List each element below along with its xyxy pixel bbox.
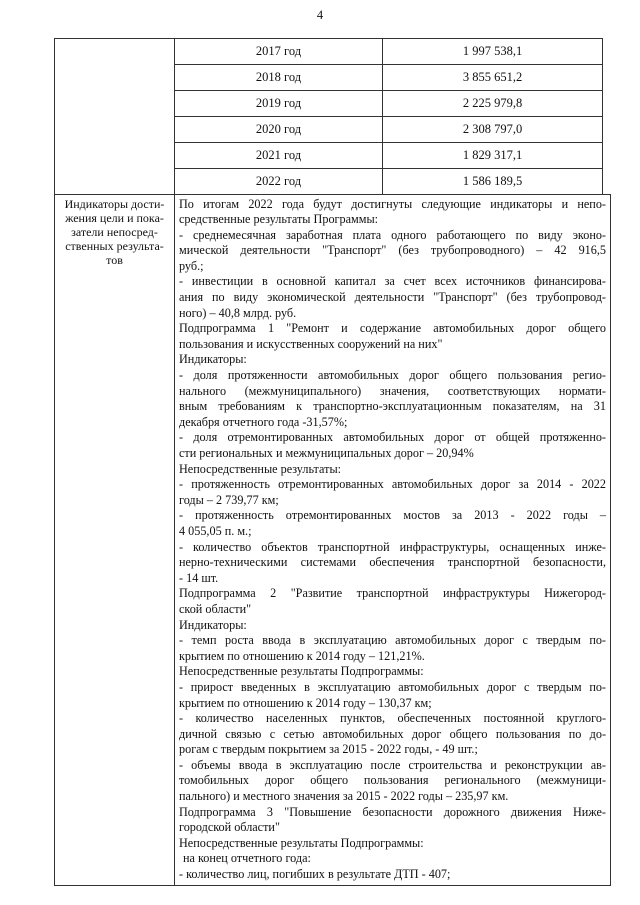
text-line: - протяженность отремонтированных мостов за 2013 - 2022 годы – [179, 508, 606, 523]
text-line: - объемы ввода в эксплуатацию после строительства и реконструкции ав- [179, 757, 606, 772]
text-line: - количество лиц, погибших в результате ДТП - 407; [179, 867, 451, 882]
text-line: средственные результаты Программы: [179, 212, 379, 227]
text-line: Непосредственные результаты: [179, 461, 342, 476]
label-line: ственных результа- [65, 238, 164, 253]
year-row [175, 116, 603, 142]
year-cell: 2019 год [175, 90, 383, 116]
text-line: декабря отчетного года -31,57%; [179, 414, 348, 429]
text-line: Непосредственные результаты Подпрограммы: [179, 664, 424, 679]
text-line: - протяженность отремонтированных автомобильных дорог за 2014 - 2022 [179, 477, 606, 492]
year-cell: 2018 год [175, 64, 383, 90]
text-line: крытием по отношению к 2014 году – 130,37 км; [179, 695, 432, 710]
text-line: - количество объектов транспортной инфраструктуры, оснащенных инже- [179, 539, 606, 554]
text-line: городской области" [179, 820, 280, 835]
text-line: мической деятельности "Транспорт" (без трубопроводного) – 42 916,5 [179, 243, 606, 258]
amount-cell: 2 225 979,8 [383, 90, 603, 116]
indicators-text-cell [175, 194, 611, 885]
year-cell: 2022 год [175, 168, 383, 194]
passport-table [54, 38, 611, 886]
text-line: - количество населенных пунктов, обеспеченных постоянной круглого- [179, 711, 606, 726]
indicators-text [179, 197, 606, 883]
text-line: ской области" [179, 601, 252, 616]
indicators-label-cell [55, 194, 175, 885]
year-cell: 2021 год [175, 142, 383, 168]
text-line: томобильных дорог общего пользования регионального (межмуници- [179, 773, 606, 788]
text-line: пользования и искусственных сооружений на них" [179, 336, 443, 351]
indicators-label [55, 197, 174, 267]
label-line: затели непосред- [71, 224, 158, 239]
amount-cell: 1 586 189,5 [383, 168, 603, 194]
text-line: руб.; [179, 258, 204, 273]
text-line: Подпрограмма 2 "Развитие транспортной инфраструктуры Нижегород- [179, 586, 606, 601]
text-line: нального (межмуниципального) значения, соответствующих нормати- [179, 383, 606, 398]
text-line: нерно-техническими системами обеспечения транспортной безопасности, [179, 555, 606, 570]
page-number: 4 [316, 8, 324, 22]
text-line: Непосредственные результаты Подпрограммы: [179, 835, 424, 850]
text-line: крытием по отношению к 2014 году – 121,21%. [179, 648, 425, 663]
text-line: Индикаторы: [179, 352, 247, 367]
funding-label-cell [55, 39, 175, 195]
text-line: дичной связью с сетью автомобильных дорог общего пользования по до- [179, 726, 606, 741]
text-line: Подпрограмма 1 "Ремонт и содержание автомобильных дорог общего [179, 321, 606, 336]
text-line: - доля отремонтированных автомобильных дорог от общей протяженно- [179, 430, 606, 445]
label-line: жения цели и пока- [65, 210, 164, 225]
amount-cell: 1 829 317,1 [383, 142, 603, 168]
text-line: ного) – 40,8 млрд. руб. [179, 305, 297, 320]
year-row [175, 142, 603, 168]
text-line: Подпрограмма 3 "Повышение безопасности дорожного движения Ниже- [179, 804, 606, 819]
amount-cell: 2 308 797,0 [383, 116, 603, 142]
funding-row [55, 39, 611, 195]
text-line: 4 055,05 п. м.; [179, 523, 252, 538]
text-line: вным требованиям к транспортно-эксплуатационным показателям, на 31 [179, 399, 606, 414]
text-line: Индикаторы: [179, 617, 247, 632]
text-line: годы – 2 739,77 км; [179, 492, 279, 507]
year-row [175, 64, 603, 90]
funding-years-cell [175, 39, 611, 195]
text-line: - прирост введенных в эксплуатацию автомобильных дорог с твердым по- [179, 679, 606, 694]
label-line: Индикаторы дости- [64, 196, 165, 211]
text-line: - темп роста ввода в эксплуатацию автомобильных дорог с твердым по- [179, 633, 606, 648]
amount-cell: 3 855 651,2 [383, 64, 603, 90]
amount-cell: 1 997 538,1 [383, 38, 603, 64]
text-line: - инвестиции в основной капитал за счет всех источников финансирова- [179, 274, 606, 289]
text-line: По итогам 2022 года будут достигнуты следующие индикаторы и непо- [179, 196, 606, 211]
indicators-row [55, 194, 611, 885]
text-line: - среднемесячная заработная плата одного работающего по виду эконо- [179, 227, 606, 242]
text-line: - 14 шт. [179, 570, 219, 585]
label-line: тов [106, 252, 123, 267]
year-row [175, 90, 603, 116]
text-line: рогам с твердым покрытием за 2015 - 2022 годы, - 49 шт.; [179, 742, 478, 757]
text-line: - доля протяженности автомобильных дорог общего пользования регио- [179, 368, 606, 383]
text-line: ания по виду экономической деятельности "Транспорт" (без трубопровод- [179, 290, 606, 305]
text-line: пального) и местного значения за 2015 - 2022 годы – 235,97 км. [179, 789, 509, 804]
year-row [175, 38, 603, 64]
year-cell: 2017 год [175, 38, 383, 64]
year-row [175, 168, 603, 194]
text-line: сти региональных и межмуниципальных дорог – 20,94% [179, 446, 474, 460]
years-table [174, 38, 603, 195]
year-cell: 2020 год [175, 116, 383, 142]
text-line: на конец отчетного года: [183, 851, 311, 866]
